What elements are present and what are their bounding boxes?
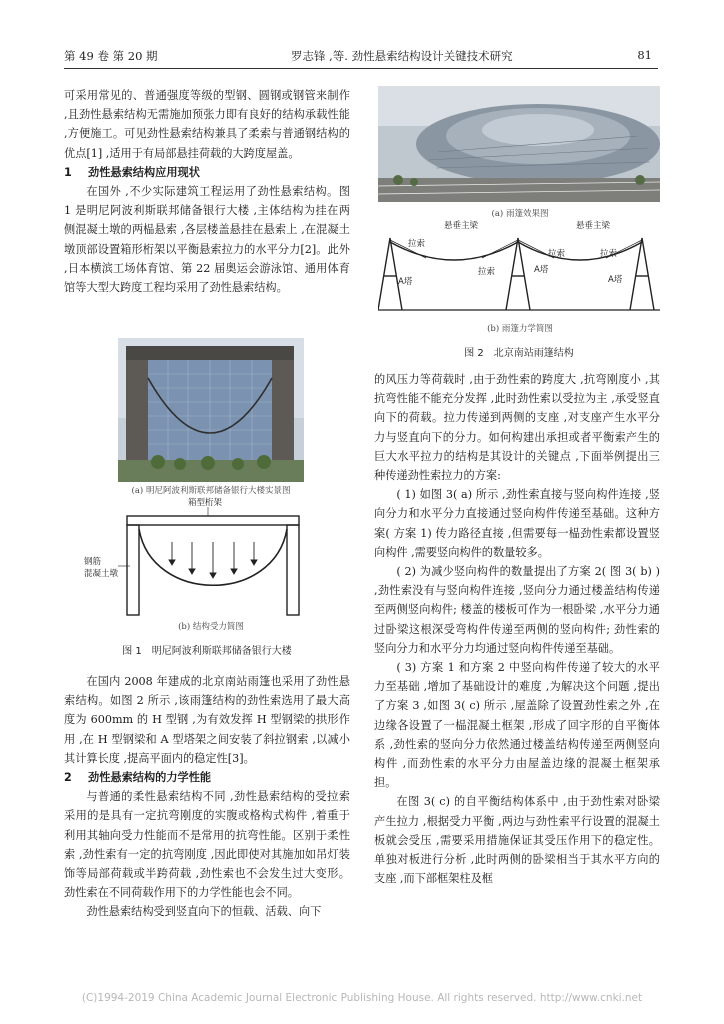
right-column-text [374,370,660,888]
intro-paragraph: 可采用常见的、普通强度等级的型钢、圆钢或钢管来制作 ,且劲性悬索结构无需施加预张力即有良好的结构承载性能 ,方便施工。可见劲性悬索结构兼具了柔索与普通钢结构的优点[1] ,适用于有局部悬挂荷载的大跨度屋盖。 [64,89,350,160]
journal-issue: 第 49 卷 第 20 期 [64,49,158,63]
label-main-beam-1: 悬垂主梁 [444,221,479,231]
pier-right-diagram [287,525,299,615]
section-2-last-line: 劲性悬索结构受到竖直向下的恒载、活载、向下 [86,905,322,919]
running-title: 罗志锋 ,等. 劲性悬索结构设计关键技术研究 [291,49,513,63]
left-column-top [64,86,350,297]
figure-2b-diagram [378,216,660,320]
main-beam-2 [518,242,642,260]
beijing-paragraph: 在国内 2008 年建成的北京南站雨篷也采用了劲性悬索结构。如图 2 所示 ,该雨篷结构的劲性索选用了最大高度为 600mm 的 H 型钢 ,为有效发挥 H 型钢梁的拱形作用 ,在 H 型钢梁和 A 型塔架之间安装了斜拉钢索 ,以减小其计算长度 ,提高平面内的稳定性[3]。 [64,675,350,765]
figure-2a-caption: (a) 雨篷效果图 [491,209,549,219]
page-header [64,46,658,69]
section-1-paragraph: 在国外 ,不少实际建筑工程运用了劲性悬索结构。图 1 是明尼阿波利斯联邦储备银行大楼 ,主体结构为挂在两侧混凝土墩的两榀悬索 ,各层楼盖悬挂在悬索上 ,在混凝土墩顶部设置箱形桁架以平衡悬索拉力的水平分力[2]。此外 ,日本横滨工场体育馆、第 22 届奥运会游泳馆、通用体育馆等大型大跨度工程均采用了劲性悬索结构。 [64,185,350,295]
label-stay-1: 拉索 [408,239,426,249]
figure-2a-photo [378,86,660,202]
label-box-truss: 箱型桁架 [188,498,223,508]
label-stay-2: 拉索 [478,267,496,277]
wind-load-paragraph: 的风压力等荷载时 ,由于劲性索的跨度大 ,抗弯刚度小 ,其抗弯性能不能充分发挥 ,此时劲性索以受拉为主 ,承受竖直向下的荷载。拉力传递到两侧的支座 ,对支座产生水平分力与竖直向下的分力。如何构建出承担或者平衡索产生的巨大水平拉力的结构是其设计的关键点 ,下面举例提出三种传递劲性索拉力的方案: [374,373,660,483]
label-main-beam-2: 悬垂主梁 [576,221,611,231]
label-tower-2: A塔 [534,265,549,275]
tower-3 [630,238,654,310]
copyright-footer: (C)1994-2019 China Academic Journal Electronic Publishing House. All rights reserved. http://www.cnki.net [81,992,643,1004]
section-2-heading: 2 劲性悬索结构的力学性能 [64,771,212,785]
figure-2b-caption: (b) 雨篷力学简图 [487,324,553,334]
figure-2-caption: 图 2 北京南站雨篷结构 [464,348,574,359]
box-truss [126,346,294,360]
label-steel: 钢筋 [84,557,102,567]
label-stay-3: 拉索 [548,249,566,259]
figure-1b-caption: (b) 结构受力简图 [178,622,244,632]
tower-2 [506,238,530,310]
self-balance-paragraph: 在图 3( c) 的自平衡结构体系中 ,由于劲性索对卧梁产生拉力 ,根据受力平衡 ,两边与劲性索平行设置的混凝土板就会受压 ,需要采用措施保证其受压作用下的稳定性。单独对板进行分析 ,此时两侧的卧梁相当于其水平方向的支座 ,而下部框架柱及框 [374,795,660,886]
scheme-2-paragraph: ( 2) 为减少竖向构件的数量提出了方案 2( 图 3( b) ) ,劲性索没有与竖向构件连接 ,竖向分力通过楼盖结构传递至两侧竖向构件; 楼盖的楼板可作为一根卧梁 ,水平分力通过卧梁这根深受弯构件传递至两侧的竖向构件; 劲性索的竖向分力和水平分力均通过竖向构件传递至基础。 [374,565,660,655]
scheme-1-paragraph: ( 1) 如图 3( a) 所示 ,劲性索直接与竖向构件连接 ,竖向分力和水平分力直接通过竖向构件传递至基础。这种方案( 方案 1) 传力路径直接 ,但需要每一榀劲性索都设置竖向构件 ,需要竖向构件的数量较多。 [374,488,660,559]
truss-beam [127,516,299,525]
label-tower-3: A塔 [608,275,623,285]
figure-1-caption: 图 1 明尼阿波利斯联邦储备银行大楼 [122,646,292,657]
label-concrete-pier: 混凝土墩 [84,569,119,579]
figure-1b-diagram [80,494,342,618]
figure-1a-caption: (a) 明尼阿波利斯联邦储备银行大楼实景图 [131,486,291,496]
label-tower-1: A塔 [398,277,413,287]
pier-right [272,346,294,470]
figure-1a-photo [118,338,304,482]
scheme-3-paragraph: ( 3) 方案 1 和方案 2 中竖向构件传递了较大的水平力至基础 ,增加了基础设计的难度 ,为解决这个问题 ,提出了方案 3 ,如图 3( c) 所示 ,屋盖除了设置劲性索之外 ,在边缘各设置了一榀混凝土框架 ,形成了回字形的自平衡体系 ,劲性索的竖向分力依然通过楼盖结构传递至两侧竖向构件 ,而劲性索的水平分力由屋盖边缘的混凝土框架承担。 [374,661,660,790]
page-number: 81 [637,48,652,62]
pier-left-diagram [127,525,139,615]
left-column-bottom [64,672,350,922]
section-2-paragraph: 与普通的柔性悬索结构不同 ,劲性悬索结构的受拉索采用的是具有一定抗弯刚度的实腹或格构式构件 ,着重于利用其轴向受力性能而不是常用的抗弯性能。区别于柔性索 ,劲性索有一定的抗弯刚度 ,因此即使对其施加如吊灯装饰等局部荷载或半跨荷载 ,劲性索也不会发生过大变形。劲性索在不同荷载作用下的力学性能也会不同。 [64,790,350,900]
section-1-heading: 1 劲性悬索结构应用现状 [64,165,200,179]
label-stay-4: 拉索 [600,249,618,259]
tower-1 [378,238,402,310]
pier-left [126,346,148,470]
